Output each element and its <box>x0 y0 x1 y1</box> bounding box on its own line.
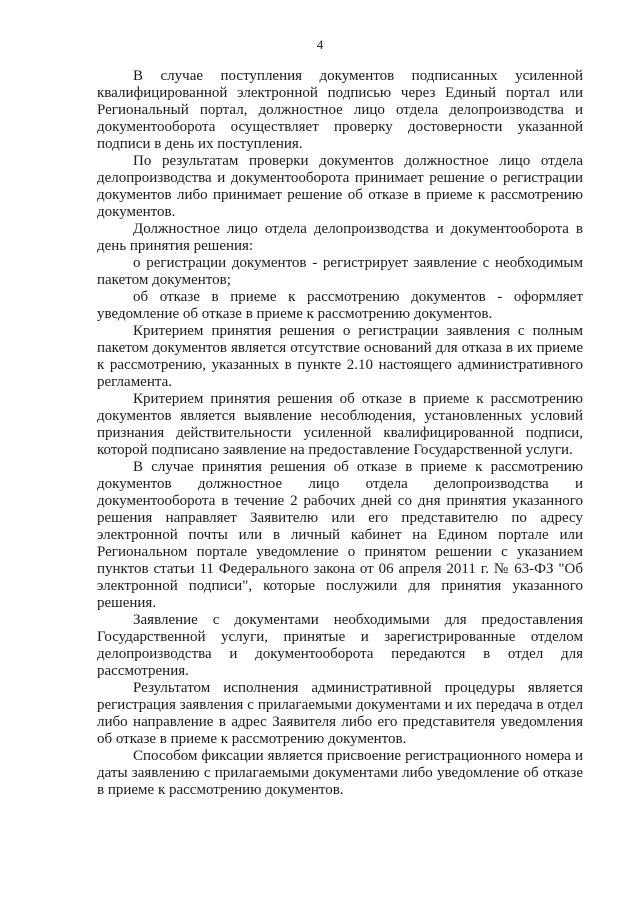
paragraph-check-result: По результатам проверки документов должностное лицо отдела делопроизводства и документооборота принимает решение о регистрации документов либо принимает решение об отказе в приеме к рассмотрению документов. <box>97 153 583 220</box>
paragraph-refusal-criterion: Критерием принятия решения об отказе в приеме к рассмотрению документов является выявление несоблюдения, установленных условий признания действительности усиленной квалифицированной подписи, которой подписано заявление на предоставление Государственной услуги. <box>97 391 583 458</box>
paragraph-registration-option: о регистрации документов - регистрирует заявление с необходимым пакетом документов; <box>97 255 583 288</box>
paragraph-fixation-method: Способом фиксации является присвоение регистрационного номера и даты заявлению с прилагаемыми документами либо уведомление об отказе в приеме к рассмотрению документов. <box>97 748 583 798</box>
document-body <box>97 68 583 799</box>
paragraph-procedure-result: Результатом исполнения административной процедуры является регистрация заявления с прилагаемыми документами и их передача в отдел либо направление в адрес Заявителя либо его представителя уведомления об отказе в приеме к рассмотрению документов. <box>97 680 583 747</box>
page-number: 4 <box>316 37 324 52</box>
paragraph-official-actions: Должностное лицо отдела делопроизводства и документооборота в день принятия решения: <box>97 221 583 254</box>
paragraph-refusal-option: об отказе в приеме к рассмотрению документов - оформляет уведомление об отказе в приеме к рассмотрению документов. <box>97 289 583 322</box>
paragraph-signature-check: В случае поступления документов подписанных усиленной квалифицированной электронной подписью через Единый портал или Региональный портал, должностное лицо отдела делопроизводства и документооборота осуществляет проверку достоверности указанной подписи в день их поступления. <box>97 68 583 152</box>
paragraph-transfer-to-department: Заявление с документами необходимыми для предоставления Государственной услуги, принятые и зарегистрированные отделом делопроизводства и документооборота передаются в отдел для рассмотрения. <box>97 612 583 679</box>
paragraph-refusal-notification: В случае принятия решения об отказе в приеме к рассмотрению документов должностное лицо отдела делопроизводства и документооборота в течение 2 рабочих дней со дня принятия указанного решения направляет Заявителю или его представителю по адресу электронной почты или в личный кабинет на Едином портале или Региональном портале уведомление о принятом решении с указанием пунктов статьи 11 Федерального закона от 06 апреля 2011 г. № 63-ФЗ "Об электронной подписи", которые послужили для принятия указанного решения. <box>97 459 583 611</box>
paragraph-registration-criterion: Критерием принятия решения о регистрации заявления с полным пакетом документов является отсутствие оснований для отказа в их приеме к рассмотрению, указанных в пункте 2.10 настоящего административного регламента. <box>97 323 583 390</box>
